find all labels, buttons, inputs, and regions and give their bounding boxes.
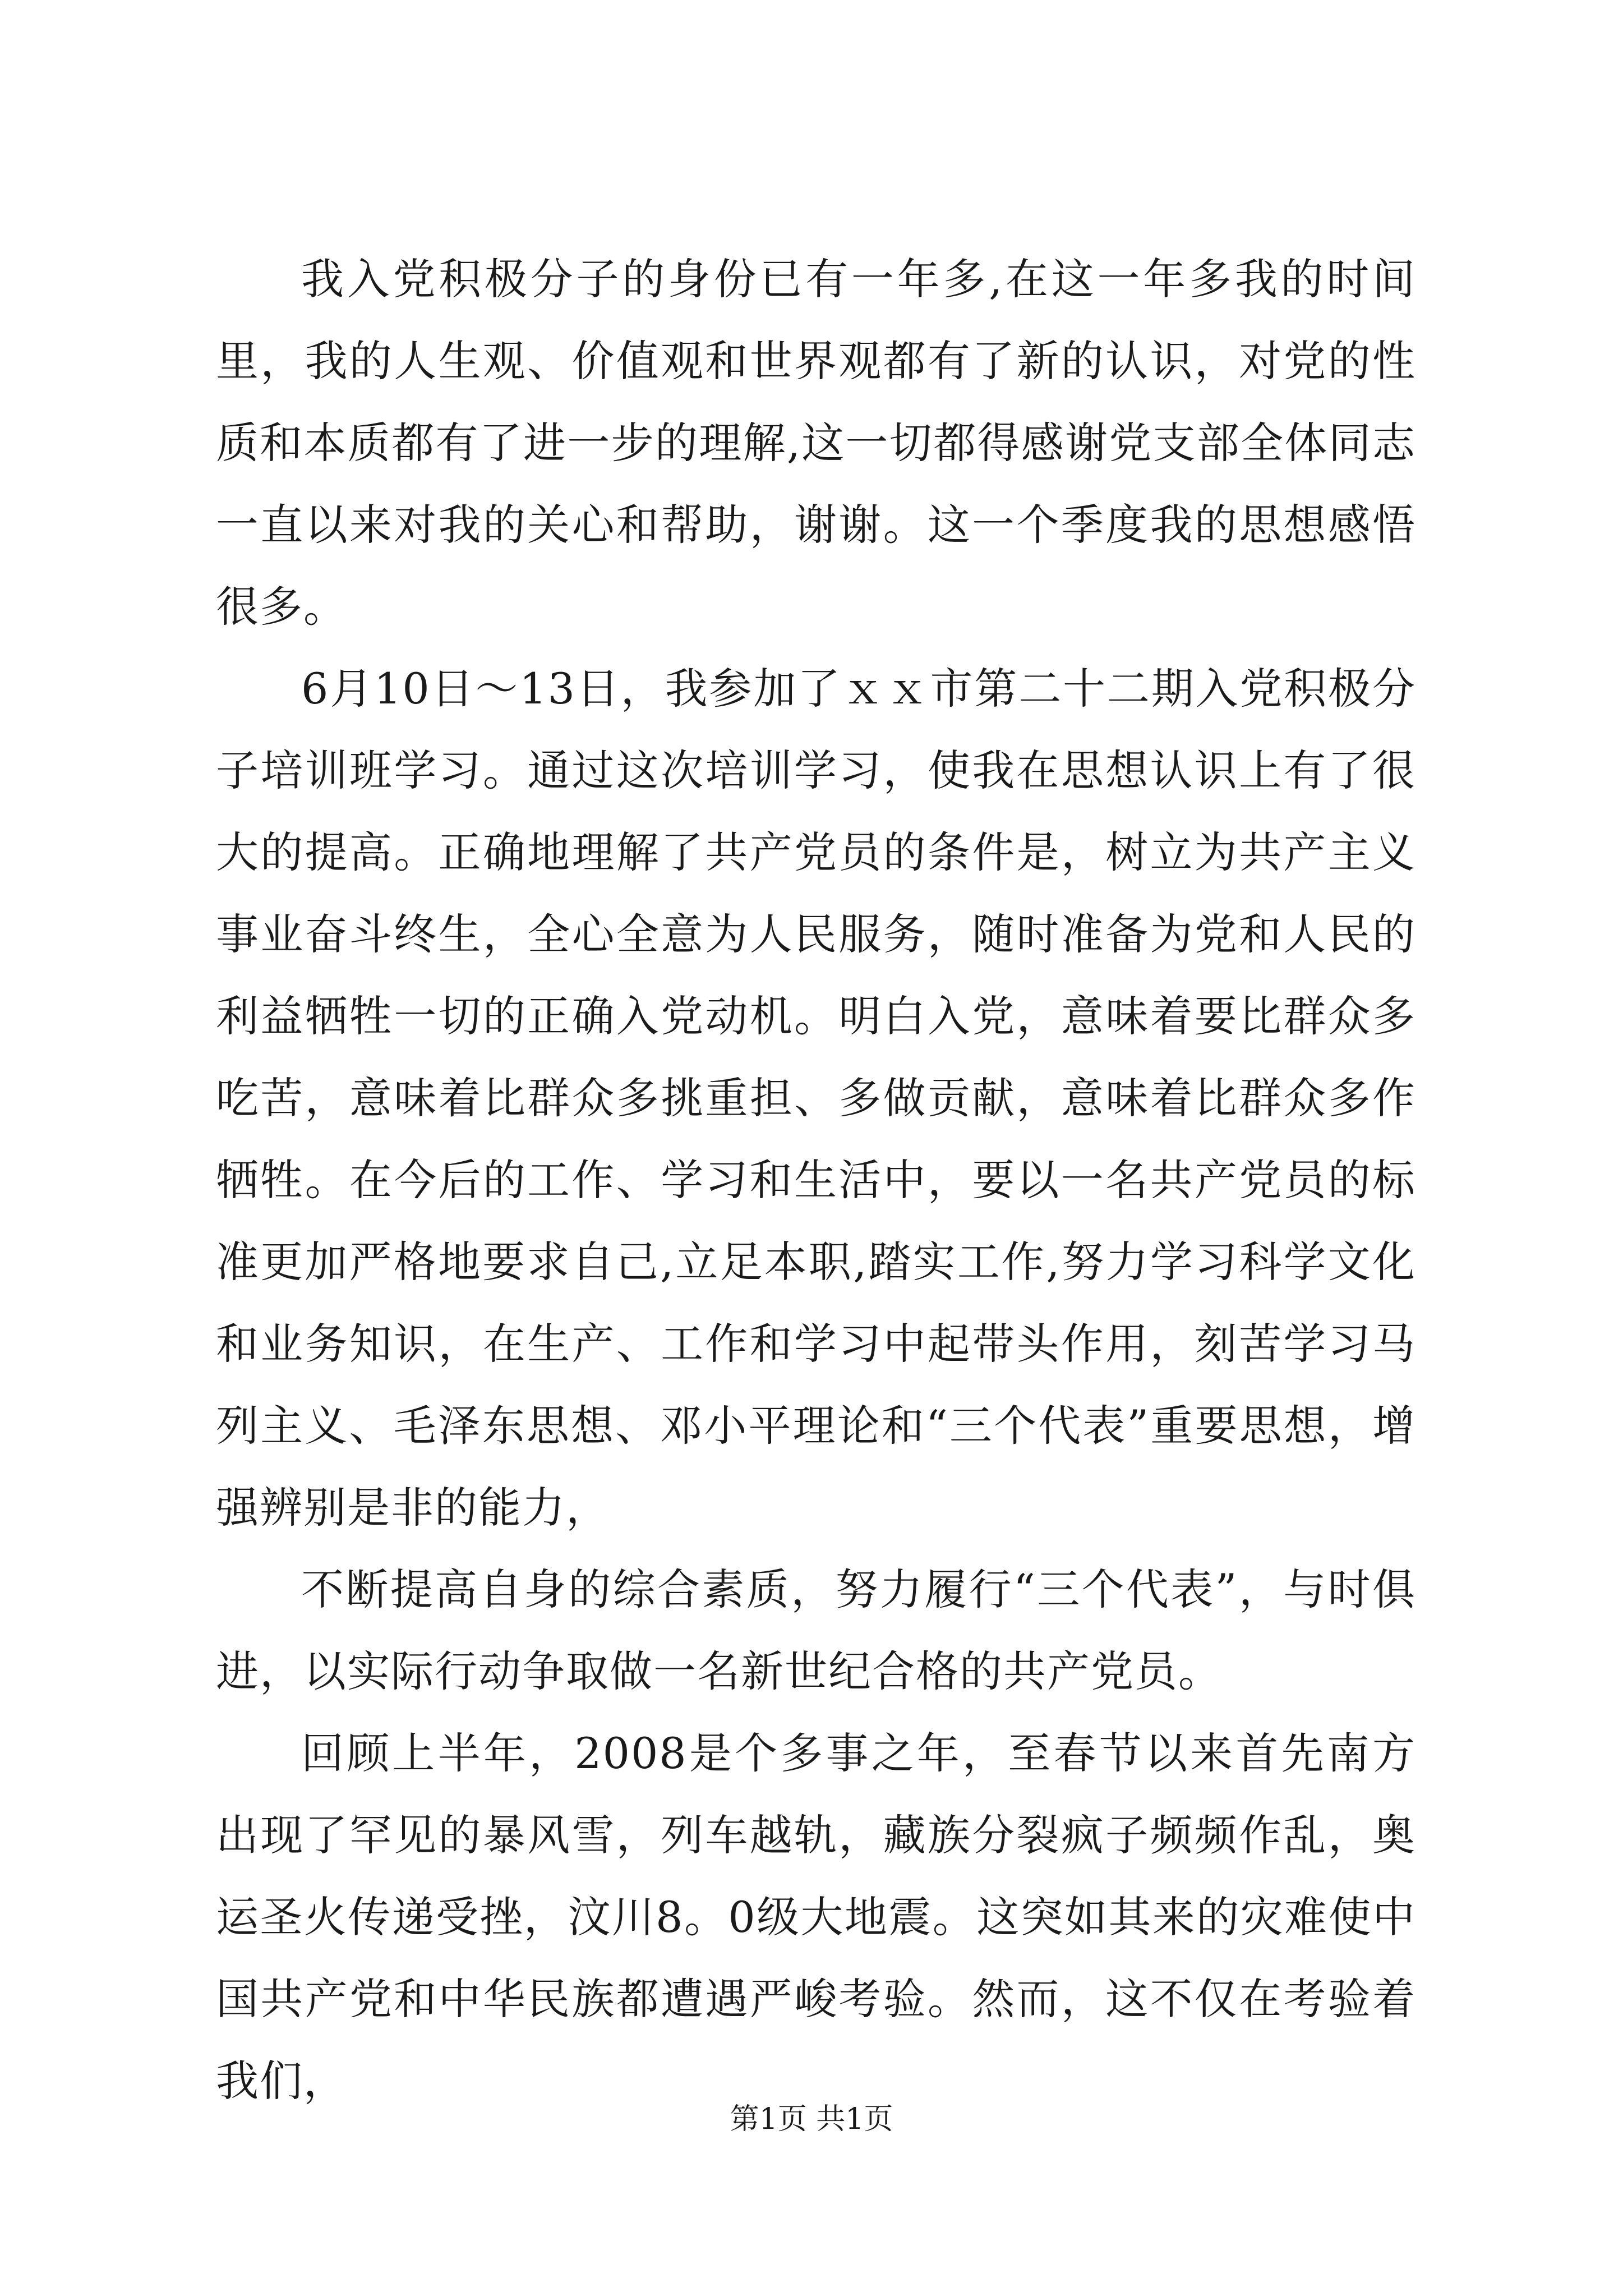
page-number-label: 第1页 共1页 [730, 2102, 893, 2136]
page-footer [0, 2095, 1623, 2137]
paragraph-1: 我入党积极分子的身份已有一年多,在这一年多我的时间里，我的人生观、价值观和世界观都有了新的认识，对党的性质和本质都有了进一步的理解,这一切都得感谢党支部全体同志一直以来对我的关心和帮助，谢谢。这一个季度我的思想感悟很多。 [216, 254, 1416, 632]
paragraph-4: 回顾上半年，2008是个多事之年，至春节以来首先南方出现了罕见的暴风雪，列车越轨，藏族分裂疯子频频作乱，奥运圣火传递受挫，汶川8。0级大地震。这突如其来的灾难使中国共产党和中华民族都遭遇严峻考验。然而，这不仅在考验着我们， [216, 1728, 1416, 2106]
paragraph-2: 6月10日～13日，我参加了ｘｘ市第二十二期入党积极分子培训班学习。通过这次培训学习，使我在思想认识上有了很大的提高。正确地理解了共产党员的条件是，树立为共产主义事业奋斗终生，全心全意为人民服务，随时准备为党和人民的利益牺牲一切的正确入党动机。明白入党，意味着要比群众多吃苦，意味着比群众多挑重担、多做贡献，意味着比群众多作牺牲。在今后的工作、学习和生活中，要以一名共产党员的标准更加严格地要求自己,立足本职,踏实工作,努力学习科学文化和业务知识，在生产、工作和学习中起带头作用，刻苦学习马列主义、毛泽东思想、邓小平理论和“三个代表”重要思想，增强辨别是非的能力， [216, 664, 1416, 1533]
document-body [216, 238, 1416, 2122]
paragraph-3: 不断提高自身的综合素质，努力履行“三个代表”，与时俱进，以实际行动争取做一名新世纪合格的共产党员。 [216, 1565, 1416, 1696]
